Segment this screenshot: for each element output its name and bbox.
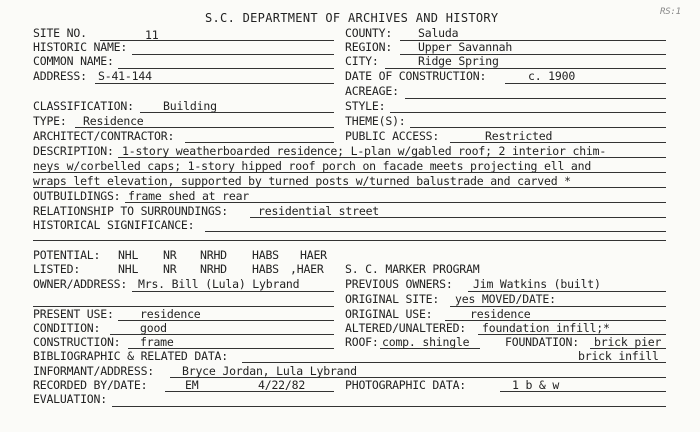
recorded-by-label: RECORDED BY/DATE: [33, 378, 148, 392]
present-use-label: PRESENT USE: [33, 307, 114, 321]
city-value: Ridge Spring [418, 54, 499, 68]
description-line-2: neys w/corbelled caps; 1-story hipped roof porch on facade meets projecting ell and [33, 159, 592, 173]
historical-significance-line [205, 231, 666, 232]
construction-value: frame [140, 335, 174, 349]
listed-nhl: NHL [118, 262, 139, 276]
recorded-date-value: 4/22/82 [258, 378, 306, 392]
acreage-label: ACREAGE: [345, 84, 399, 98]
potential-haer: HAER [300, 248, 327, 262]
classification-value: Building [163, 99, 217, 113]
public-access-line [450, 142, 666, 143]
architect-label: ARCHITECT/CONTRACTOR: [33, 129, 175, 143]
historical-significance-line-2 [33, 240, 666, 241]
photographic-data-value: 1 b & w [512, 378, 560, 392]
classification-label: CLASSIFICATION: [33, 99, 134, 113]
informant-label: INFORMANT/ADDRESS: [33, 364, 155, 378]
outbuildings-value: frame shed at rear [128, 189, 250, 203]
description-line-3: wraps left elevation, supported by turned posts w/turned balustrade and carved * [33, 174, 571, 188]
historic-name-label: HISTORIC NAME: [33, 40, 128, 54]
listed-habs: HABS [252, 262, 279, 276]
original-site-value: yes MOVED/DATE: [455, 292, 556, 306]
outbuildings-label: OUTBUILDINGS: [33, 189, 121, 203]
public-access-value: Restricted [485, 129, 553, 143]
historical-significance-label: HISTORICAL SIGNIFICANCE: [33, 218, 195, 232]
bibliographic-label: BIBLIOGRAPHIC & RELATED DATA: [33, 349, 228, 363]
description-line-1: 1-story weatherboarded residence; L-plan w/gabled roof; 2 interior chim- [122, 144, 607, 158]
altered-value: foundation infill;* [482, 321, 610, 335]
foundation-value: brick pier [594, 335, 662, 349]
original-site-label: ORIGINAL SITE: [345, 292, 440, 306]
date-of-construction-value: c. 1900 [528, 69, 576, 83]
potential-nrhd: NRHD [200, 248, 227, 262]
evaluation-label: EVALUATION: [33, 392, 107, 406]
potential-nr: NR [163, 248, 177, 262]
photographic-data-line [500, 391, 666, 392]
site-no-label: SITE NO. [33, 26, 87, 40]
marker-program-label: S. C. MARKER PROGRAM [345, 262, 480, 276]
type-line [75, 127, 334, 128]
condition-value: good [140, 321, 167, 335]
description-rule-1 [118, 157, 666, 158]
architect-line [185, 142, 334, 143]
relationship-line [250, 217, 666, 218]
form-title: S.C. DEPARTMENT OF ARCHIVES AND HISTORY [205, 11, 499, 25]
site-no-value: 11 [145, 28, 159, 42]
classification-line [140, 112, 334, 113]
outbuildings-line [125, 202, 666, 203]
city-label: CITY: [345, 54, 379, 68]
date-of-construction-label: DATE OF CONSTRUCTION: [345, 69, 487, 83]
theme-label: THEME(S): [345, 114, 406, 128]
acreage-line [405, 98, 666, 99]
address-line [95, 83, 334, 84]
listed-nr: NR [163, 262, 177, 276]
roof-line [380, 348, 480, 349]
address-value: S-41-144 [98, 69, 152, 83]
foundation-label: FOUNDATION: [505, 335, 579, 349]
potential-label: POTENTIAL: [33, 248, 101, 262]
description-rule-3 [33, 187, 666, 188]
roof-value: comp. shingle [382, 335, 470, 349]
historic-name-line [132, 54, 334, 55]
address-label: ADDRESS: [33, 69, 87, 83]
recorded-by-line [165, 391, 334, 392]
informant-value: Bryce Jordan, Lula Lybrand [182, 364, 357, 378]
region-value: Upper Savannah [418, 40, 513, 54]
evaluation-line [112, 406, 666, 407]
roof-label: ROOF: [345, 335, 379, 349]
original-use-value: residence [470, 307, 531, 321]
type-value: Residence [83, 114, 144, 128]
bibliographic-line [242, 362, 666, 363]
county-label: COUNTY: [345, 26, 393, 40]
previous-owners-value: Jim Watkins (built) [473, 277, 601, 291]
listed-haer: ,HAER [290, 262, 324, 276]
relationship-label: RELATIONSHIP TO SURROUNDINGS: [33, 204, 228, 218]
theme-line [410, 127, 666, 128]
photographic-data-label: PHOTOGRAPHIC DATA: [345, 378, 467, 392]
county-value: Saluda [418, 26, 459, 40]
potential-nhl: NHL [118, 248, 139, 262]
present-use-value: residence [140, 307, 201, 321]
original-use-label: ORIGINAL USE: [345, 307, 433, 321]
condition-label: CONDITION: [33, 321, 101, 335]
type-label: TYPE: [33, 114, 67, 128]
description-label: DESCRIPTION: [33, 144, 114, 158]
region-label: REGION: [345, 40, 393, 54]
description-rule-2 [33, 172, 666, 173]
date-of-construction-line [505, 83, 666, 84]
corner-mark: RS:1 [660, 7, 681, 17]
style-label: STYLE: [345, 99, 386, 113]
listed-nrhd: NRHD [200, 262, 227, 276]
style-line [390, 112, 666, 113]
site-no-line [100, 40, 334, 41]
relationship-value: residential street [258, 204, 380, 218]
potential-habs: HABS [252, 248, 279, 262]
previous-owners-label: PREVIOUS OWNERS: [345, 277, 453, 291]
foundation-value-2: brick infill [578, 349, 659, 363]
common-name-label: COMMON NAME: [33, 54, 114, 68]
listed-label: LISTED: [33, 262, 81, 276]
public-access-label: PUBLIC ACCESS: [345, 129, 440, 143]
owner-address-line [132, 291, 334, 292]
altered-label: ALTERED/UNALTERED: [345, 321, 467, 335]
recorded-by-value: EM [185, 378, 199, 392]
construction-label: CONSTRUCTION: [33, 335, 121, 349]
owner-address-label: OWNER/ADDRESS: [33, 277, 128, 291]
owner-address-value: Mrs. Bill (Lula) Lybrand [138, 277, 300, 291]
